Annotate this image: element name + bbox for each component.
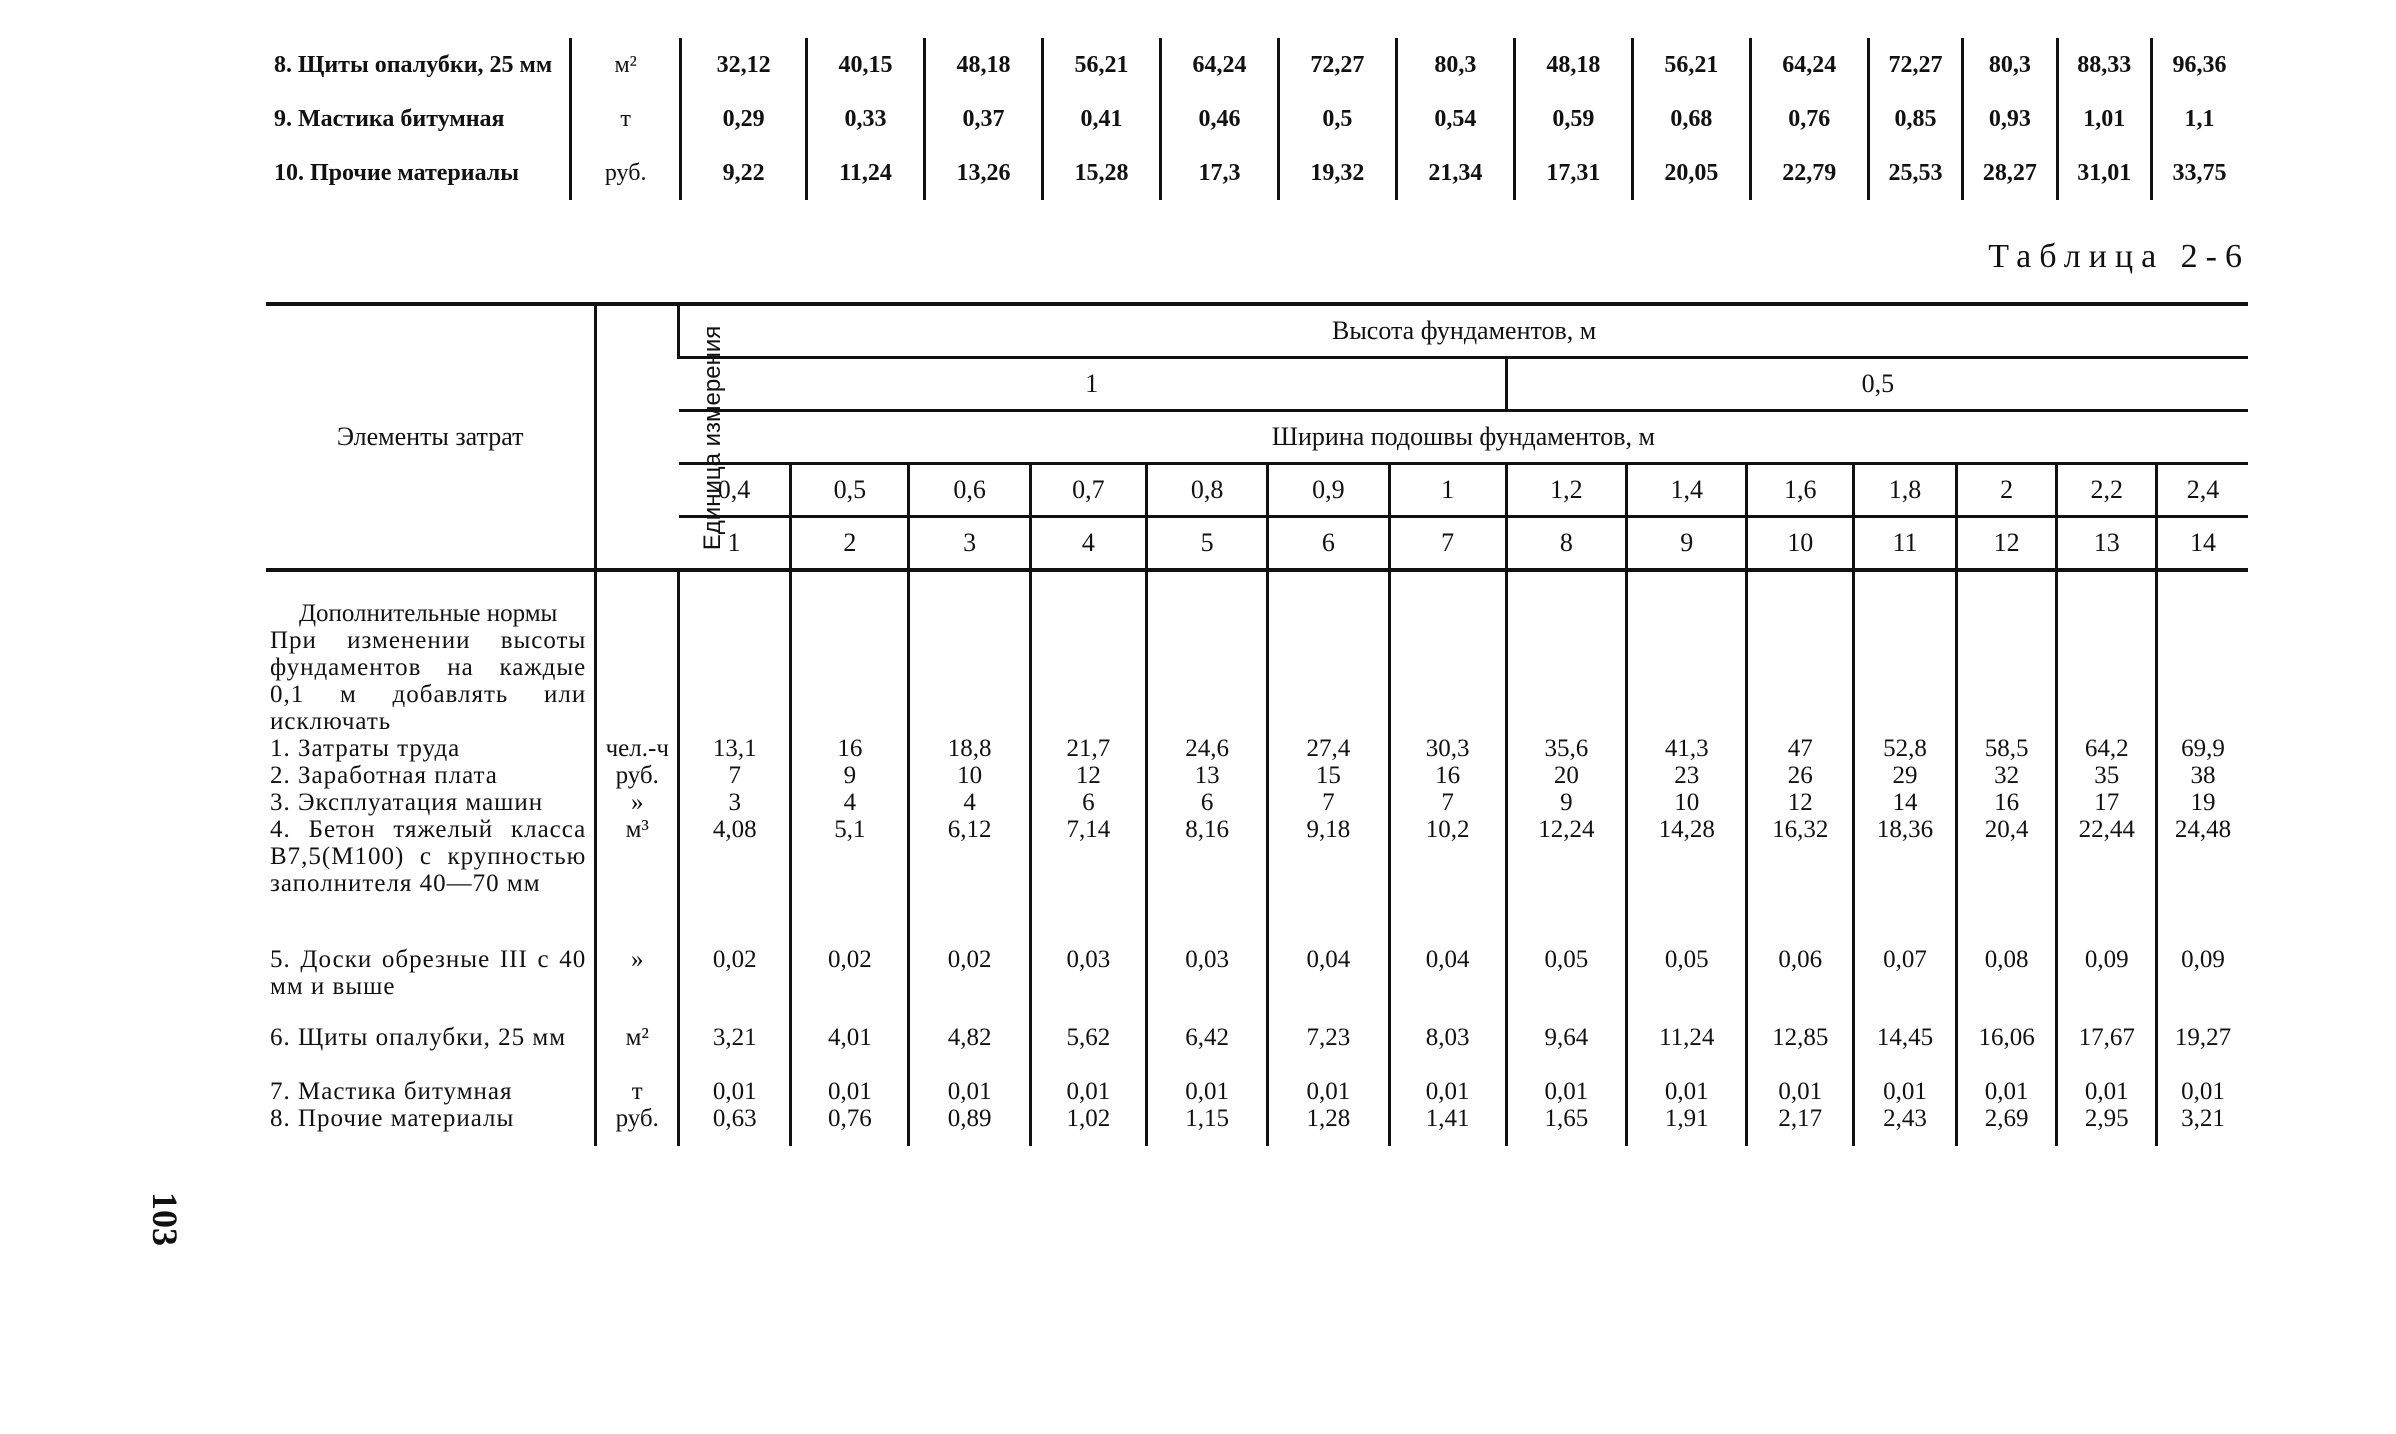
header-column-number: 4 [1030, 517, 1146, 571]
row-value: 2,95 [2057, 1105, 2157, 1132]
row-value: 9 [791, 762, 909, 789]
row-value: 28,27 [1963, 146, 2057, 200]
empty-cell [1627, 570, 1747, 627]
empty-cell [909, 570, 1030, 627]
row-value: 4 [791, 789, 909, 816]
empty-cell [2156, 627, 2248, 735]
row-value: 0,05 [1627, 946, 1747, 1024]
row-value: 38 [2156, 762, 2248, 789]
table-row [256, 38, 2246, 92]
row-value: 0,05 [1506, 946, 1626, 1024]
row-value: 52,8 [1854, 735, 1957, 762]
row-name: 8. Прочие материалы [270, 1105, 515, 1132]
row-value: 1,91 [1627, 1105, 1747, 1132]
row-value: 0,01 [909, 1078, 1030, 1105]
row-name: 7. Мастика битумная [270, 1078, 513, 1105]
row-value: 0,5 [1278, 92, 1396, 146]
row-value: 0,01 [1747, 1078, 1854, 1105]
row-value: 16 [791, 735, 909, 762]
empty-cell [596, 1132, 679, 1146]
row-value: 72,27 [1868, 38, 1962, 92]
empty-cell [1030, 627, 1146, 735]
row-value: 0,01 [1030, 1078, 1146, 1105]
table-row [256, 146, 2246, 200]
empty-cell [1627, 1132, 1747, 1146]
row-value: 16,06 [1956, 1024, 2057, 1078]
row-value: 7,23 [1268, 1024, 1389, 1078]
row-value: 1,41 [1389, 1105, 1506, 1132]
row-value: 27,4 [1268, 735, 1389, 762]
row-value: 1,1 [2151, 92, 2246, 146]
header-column-number: 9 [1627, 517, 1747, 571]
empty-cell [791, 570, 909, 627]
row-value: 7,14 [1030, 816, 1146, 946]
row-name: 4. Бетон тяжелый класса В7,5(М100) с крупностью заполнителя 40—70 мм [270, 816, 587, 897]
row-value: 0,03 [1030, 946, 1146, 1024]
row-value: 0,01 [1956, 1078, 2057, 1105]
empty-cell [791, 627, 909, 735]
row-value: 24,48 [2156, 816, 2248, 946]
row-value: 14 [1854, 789, 1957, 816]
row-value: 22,44 [2057, 816, 2157, 946]
header-column-number: 11 [1854, 517, 1957, 571]
empty-cell [679, 570, 791, 627]
empty-cell [679, 1132, 791, 1146]
row-value: 17,3 [1160, 146, 1278, 200]
row-value: 0,46 [1160, 92, 1278, 146]
row-value: 8,16 [1146, 816, 1267, 946]
row-value: 0,04 [1268, 946, 1389, 1024]
row-value: 64,2 [2057, 735, 2157, 762]
row-value: 41,3 [1627, 735, 1747, 762]
table-row [266, 789, 2248, 816]
row-value: 1,65 [1506, 1105, 1626, 1132]
row-value: 11,24 [807, 146, 925, 200]
row-value: 0,01 [1627, 1078, 1747, 1105]
row-value: 0,59 [1514, 92, 1632, 146]
row-value: 0,02 [679, 946, 791, 1024]
row-value: 16 [1956, 789, 2057, 816]
row-value: 0,63 [679, 1105, 791, 1132]
row-value: 0,37 [925, 92, 1043, 146]
header-width-value: 1 [1389, 464, 1506, 517]
header-elements: Элементы затрат [266, 304, 596, 570]
section-note: При изменении высоты фундаментов на каждые 0,1 м добавлять или исключать [270, 627, 587, 735]
empty-cell [1268, 1132, 1389, 1146]
header-column-number: 6 [1268, 517, 1389, 571]
row-value: 64,24 [1750, 38, 1868, 92]
row-value: 32 [1956, 762, 2057, 789]
row-value: 16,32 [1747, 816, 1854, 946]
row-value: 1,28 [1268, 1105, 1389, 1132]
row-value: 0,89 [909, 1105, 1030, 1132]
row-unit: м² [596, 1024, 679, 1078]
row-name: 9. Мастика битумная [274, 106, 505, 132]
row-value: 0,01 [2156, 1078, 2248, 1105]
empty-cell [1389, 627, 1506, 735]
row-name: 5. Доски обрезные III с 40 мм и выше [270, 946, 587, 1000]
row-value: 4,01 [791, 1024, 909, 1078]
row-value: 64,24 [1160, 38, 1278, 92]
row-value: 30,3 [1389, 735, 1506, 762]
header-unit-label: Единица измерения [699, 325, 727, 550]
row-value: 29 [1854, 762, 1957, 789]
row-value: 23 [1627, 762, 1747, 789]
empty-cell [1389, 1132, 1506, 1146]
row-value: 0,04 [1389, 946, 1506, 1024]
row-unit: руб. [596, 762, 679, 789]
row-value: 80,3 [1396, 38, 1514, 92]
row-unit: » [596, 789, 679, 816]
row-value: 4,82 [909, 1024, 1030, 1078]
empty-cell [1854, 570, 1957, 627]
row-value: 12,24 [1506, 816, 1626, 946]
empty-cell [1747, 570, 1854, 627]
row-value: 9,18 [1268, 816, 1389, 946]
table-row [256, 92, 2246, 146]
row-value: 72,27 [1278, 38, 1396, 92]
row-value: 0,76 [1750, 92, 1868, 146]
row-value: 0,01 [791, 1078, 909, 1105]
section-row [266, 570, 2248, 627]
table-caption: Таблица 2-6 [1988, 238, 2250, 275]
row-value: 0,02 [909, 946, 1030, 1024]
row-value: 5,62 [1030, 1024, 1146, 1078]
header-width-value: 0,9 [1268, 464, 1389, 517]
row-value: 3 [679, 789, 791, 816]
row-value: 18,8 [909, 735, 1030, 762]
row-value: 0,41 [1043, 92, 1161, 146]
row-value: 20,05 [1632, 146, 1750, 200]
header-column-number: 14 [2156, 517, 2248, 571]
row-value: 0,09 [2156, 946, 2248, 1024]
row-value: 88,33 [2057, 38, 2151, 92]
row-value: 6 [1146, 789, 1267, 816]
row-value: 19,32 [1278, 146, 1396, 200]
row-value: 0,01 [1268, 1078, 1389, 1105]
row-value: 0,06 [1747, 946, 1854, 1024]
row-value: 48,18 [1514, 38, 1632, 92]
row-value: 31,01 [2057, 146, 2151, 200]
row-value: 12 [1747, 789, 1854, 816]
row-value: 9,22 [681, 146, 807, 200]
header-column-number: 13 [2057, 517, 2157, 571]
row-name: 1. Затраты труда [270, 735, 461, 762]
row-value: 0,29 [681, 92, 807, 146]
table-row [266, 735, 2248, 762]
continued-table [256, 38, 2246, 200]
header-column-number: 8 [1506, 517, 1626, 571]
section-title: Дополнительные нормы [298, 600, 558, 627]
row-value: 17,31 [1514, 146, 1632, 200]
row-value: 16 [1389, 762, 1506, 789]
row-name: 6. Щиты опалубки, 25 мм [270, 1024, 567, 1051]
header-column-number: 3 [909, 517, 1030, 571]
row-value: 6,42 [1146, 1024, 1267, 1078]
row-value: 13 [1146, 762, 1267, 789]
empty-cell [1030, 570, 1146, 627]
header-column-number: 2 [791, 517, 909, 571]
empty-cell [2057, 1132, 2157, 1146]
row-value: 20 [1506, 762, 1626, 789]
row-value: 18,36 [1854, 816, 1957, 946]
row-value: 3,21 [2156, 1105, 2248, 1132]
row-value: 0,93 [1963, 92, 2057, 146]
row-value: 69,9 [2156, 735, 2248, 762]
row-value: 96,36 [2151, 38, 2246, 92]
row-value: 17,67 [2057, 1024, 2157, 1078]
row-unit: т [596, 1078, 679, 1105]
row-name: 3. Эксплуатация машин [270, 789, 544, 816]
note-row [266, 627, 2248, 735]
row-value: 0,01 [679, 1078, 791, 1105]
row-value: 0,08 [1956, 946, 2057, 1024]
row-value: 7 [679, 762, 791, 789]
row-value: 48,18 [925, 38, 1043, 92]
row-value: 0,01 [1506, 1078, 1626, 1105]
empty-cell [1146, 570, 1267, 627]
row-value: 0,54 [1396, 92, 1514, 146]
row-value: 0,85 [1868, 92, 1962, 146]
row-value: 4,08 [679, 816, 791, 946]
row-value: 0,01 [1389, 1078, 1506, 1105]
empty-cell [1956, 570, 2057, 627]
row-unit: м² [571, 38, 681, 92]
row-value: 12,85 [1747, 1024, 1854, 1078]
row-value: 0,07 [1854, 946, 1957, 1024]
row-value: 13,26 [925, 146, 1043, 200]
row-unit: чел.-ч [596, 735, 679, 762]
empty-cell [596, 570, 679, 627]
empty-cell [2057, 627, 2157, 735]
empty-cell [2156, 1132, 2248, 1146]
row-value: 13,1 [679, 735, 791, 762]
row-value: 35 [2057, 762, 2157, 789]
header-width-value: 1,8 [1854, 464, 1957, 517]
row-value: 22,79 [1750, 146, 1868, 200]
empty-cell [1506, 627, 1626, 735]
header-width-value: 1,6 [1747, 464, 1854, 517]
row-value: 15 [1268, 762, 1389, 789]
row-unit: руб. [596, 1105, 679, 1132]
empty-cell [909, 1132, 1030, 1146]
table-row [266, 1105, 2248, 1132]
row-value: 24,6 [1146, 735, 1267, 762]
row-value: 0,33 [807, 92, 925, 146]
table-row [266, 1024, 2248, 1078]
empty-cell [1956, 627, 2057, 735]
row-value: 1,01 [2057, 92, 2151, 146]
row-value: 2,17 [1747, 1105, 1854, 1132]
row-value: 15,28 [1043, 146, 1161, 200]
row-value: 9 [1506, 789, 1626, 816]
empty-cell [791, 1132, 909, 1146]
empty-cell [2057, 570, 2157, 627]
empty-cell [1747, 1132, 1854, 1146]
header-height-group-2: 0,5 [1506, 358, 2248, 411]
header-width-value: 2,4 [2156, 464, 2248, 517]
header-width-value: 0,5 [791, 464, 909, 517]
empty-cell [1030, 1132, 1146, 1146]
empty-cell [1389, 570, 1506, 627]
row-value: 56,21 [1043, 38, 1161, 92]
row-value: 17 [2057, 789, 2157, 816]
row-unit: т [571, 92, 681, 146]
row-value: 0,01 [1146, 1078, 1267, 1105]
empty-cell [1854, 1132, 1957, 1146]
header-width-value: 0,4 [679, 464, 791, 517]
row-name: 2. Заработная плата [270, 762, 498, 789]
empty-cell [596, 627, 679, 735]
empty-cell [909, 627, 1030, 735]
page-number: 103 [145, 1192, 185, 1246]
row-value: 7 [1389, 789, 1506, 816]
table-row [266, 762, 2248, 789]
row-name: 10. Прочие материалы [274, 160, 520, 186]
row-value: 47 [1747, 735, 1854, 762]
header-column-number: 1 [679, 517, 791, 571]
empty-cell [1268, 627, 1389, 735]
row-value: 58,5 [1956, 735, 2057, 762]
row-value: 12 [1030, 762, 1146, 789]
header-width-value: 0,7 [1030, 464, 1146, 517]
row-value: 25,53 [1868, 146, 1962, 200]
row-value: 10,2 [1389, 816, 1506, 946]
row-value: 32,12 [681, 38, 807, 92]
spacer-row [266, 1132, 2248, 1146]
row-value: 4 [909, 789, 1030, 816]
row-value: 0,01 [2057, 1078, 2157, 1105]
row-value: 3,21 [679, 1024, 791, 1078]
empty-cell [1854, 627, 1957, 735]
header-column-number: 12 [1956, 517, 2057, 571]
header-width-value: 0,6 [909, 464, 1030, 517]
row-value: 14,45 [1854, 1024, 1957, 1078]
row-value: 21,34 [1396, 146, 1514, 200]
empty-cell [1747, 627, 1854, 735]
row-value: 19 [2156, 789, 2248, 816]
row-unit: руб. [571, 146, 681, 200]
row-value: 1,15 [1146, 1105, 1267, 1132]
row-unit: м³ [596, 816, 679, 946]
row-value: 26 [1747, 762, 1854, 789]
row-value: 0,03 [1146, 946, 1267, 1024]
empty-cell [1146, 1132, 1267, 1146]
table-row [266, 816, 2248, 946]
header-width: Ширина подошвы фундаментов, м [679, 411, 2248, 464]
empty-cell [2156, 570, 2248, 627]
header-column-number: 7 [1389, 517, 1506, 571]
table-2-6 [266, 302, 2248, 1146]
row-value: 80,3 [1963, 38, 2057, 92]
row-value: 14,28 [1627, 816, 1747, 946]
row-value: 0,68 [1632, 92, 1750, 146]
header-width-value: 0,8 [1146, 464, 1267, 517]
table-row [266, 946, 2248, 1024]
row-value: 19,27 [2156, 1024, 2248, 1078]
row-unit: » [596, 946, 679, 1024]
row-value: 0,01 [1854, 1078, 1957, 1105]
row-value: 8,03 [1389, 1024, 1506, 1078]
header-width-value: 2,2 [2057, 464, 2157, 517]
header-height-group-1: 1 [679, 358, 1507, 411]
row-value: 11,24 [1627, 1024, 1747, 1078]
header-width-value: 2 [1956, 464, 2057, 517]
header-height: Высота фундаментов, м [679, 304, 2248, 358]
row-value: 0,09 [2057, 946, 2157, 1024]
row-value: 10 [909, 762, 1030, 789]
row-value: 1,02 [1030, 1105, 1146, 1132]
empty-cell [1627, 627, 1747, 735]
row-value: 0,76 [791, 1105, 909, 1132]
table-row [266, 1078, 2248, 1105]
empty-cell [1146, 627, 1267, 735]
row-value: 33,75 [2151, 146, 2246, 200]
row-value: 56,21 [1632, 38, 1750, 92]
row-value: 7 [1268, 789, 1389, 816]
row-value: 20,4 [1956, 816, 2057, 946]
row-value: 40,15 [807, 38, 925, 92]
empty-cell [679, 627, 791, 735]
empty-cell [266, 1132, 596, 1146]
row-value: 5,1 [791, 816, 909, 946]
row-value: 2,43 [1854, 1105, 1957, 1132]
empty-cell [1956, 1132, 2057, 1146]
header-width-value: 1,4 [1627, 464, 1747, 517]
header-unit [596, 304, 727, 570]
row-value: 6,12 [909, 816, 1030, 946]
row-value: 6 [1030, 789, 1146, 816]
header-column-number: 5 [1146, 517, 1267, 571]
empty-cell [1268, 570, 1389, 627]
header-column-number: 10 [1747, 517, 1854, 571]
row-value: 35,6 [1506, 735, 1626, 762]
row-value: 0,02 [791, 946, 909, 1024]
row-value: 9,64 [1506, 1024, 1626, 1078]
row-name: 8. Щиты опалубки, 25 мм [274, 52, 553, 78]
empty-cell [1506, 570, 1626, 627]
row-value: 2,69 [1956, 1105, 2057, 1132]
row-value: 21,7 [1030, 735, 1146, 762]
row-value: 10 [1627, 789, 1747, 816]
empty-cell [1506, 1132, 1626, 1146]
header-width-value: 1,2 [1506, 464, 1626, 517]
